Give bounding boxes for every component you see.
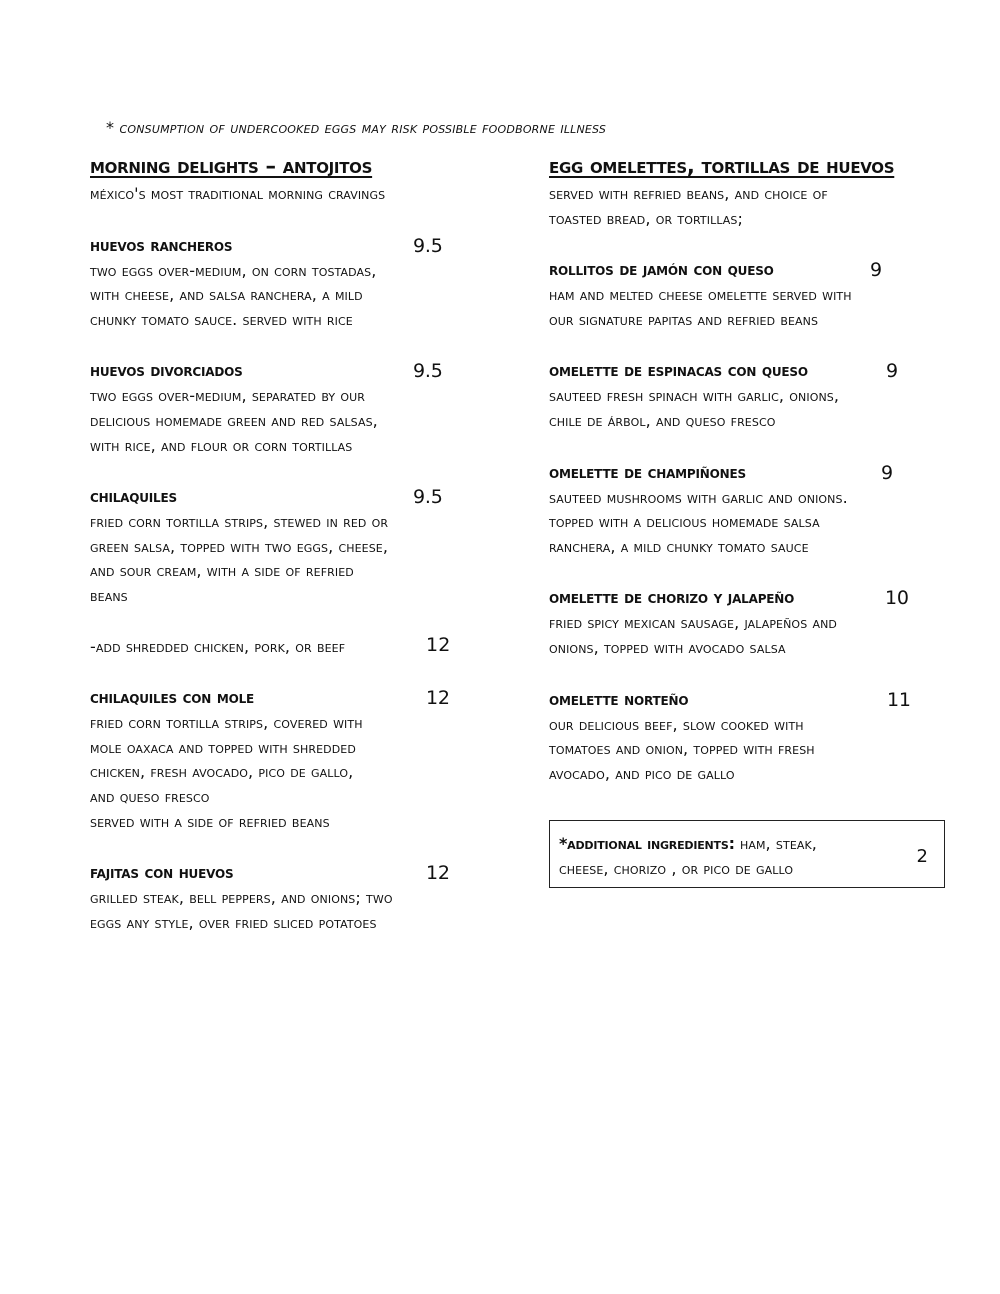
item-price: 10	[885, 587, 909, 610]
item-description-line: fried spicy mexican sausage, jalapeños and	[549, 613, 837, 633]
item-description-line: grilled steak, bell peppers, and onions; two	[90, 888, 393, 908]
item-title	[549, 585, 954, 611]
additional-ingredients-box	[549, 820, 945, 888]
item-description-line: tomatoes and onion, topped with fresh	[549, 739, 815, 759]
item-title	[90, 233, 490, 259]
additional-ingredients-price: 2	[916, 846, 928, 867]
item-name: huevos rancheros	[90, 235, 233, 256]
item-description-line: green salsa, topped with two eggs, cheese,	[90, 536, 389, 556]
item-description-line: avocado, and pico de gallo	[549, 763, 735, 783]
item-description-line: ranchera, a mild chunky tomato sauce	[549, 536, 809, 556]
menu-column-omelettes	[549, 150, 954, 786]
item-title	[90, 685, 490, 711]
item-description-line: eggs any style, over fried sliced potatoes	[90, 912, 377, 932]
item-addon-option	[90, 635, 490, 660]
menu-item	[90, 233, 490, 333]
item-price: 9	[881, 461, 893, 484]
section-intro-line: toasted bread, or tortillas;	[549, 208, 744, 228]
item-name: omelette norteño	[549, 689, 689, 710]
menu-item	[549, 460, 954, 560]
item-description-line: fried corn tortilla strips, stewed in red or	[90, 512, 389, 532]
section-intro: méxico's most traditional morning cravings	[90, 184, 386, 203]
addon-option-price: 12	[426, 633, 451, 656]
item-title	[90, 860, 490, 886]
item-title	[549, 460, 954, 486]
item-description-line: and sour cream, with a side of refried	[90, 561, 354, 581]
menu-item	[90, 484, 490, 659]
menu-item	[90, 685, 490, 834]
menu-item	[90, 358, 490, 458]
item-price: 11	[887, 688, 911, 711]
item-price: 9.5	[413, 234, 443, 257]
item-price: 9	[870, 259, 882, 282]
item-description-line: our delicious beef, slow cooked with	[549, 714, 804, 734]
additional-ingredients-text: ham, steak,	[739, 834, 817, 853]
item-name: fajitas con huevos	[90, 863, 234, 884]
item-description-line: chunky tomato sauce. served with rice	[90, 309, 353, 329]
item-description-line: fried corn tortilla strips, covered with	[90, 713, 363, 733]
item-name: omelette de champiñones	[549, 462, 746, 483]
item-description-line: sauteed mushrooms with garlic and onions.	[549, 487, 848, 507]
item-description-line: chile de árbol, and queso fresco	[549, 410, 776, 430]
item-title	[90, 484, 490, 510]
additional-ingredients-line	[559, 831, 935, 856]
item-description-line: delicious homemade green and red salsas,	[90, 410, 378, 430]
item-description-line: two eggs over-medium, separated by our	[90, 386, 366, 406]
item-title	[549, 687, 954, 713]
item-description-line: beans	[90, 585, 128, 605]
section-heading: egg omelettes, tortillas de huevos	[549, 154, 895, 178]
item-name: omelette de chorizo y jalapeño	[549, 588, 795, 609]
item-description-line: with rice, and flour or corn tortillas	[90, 435, 353, 455]
item-description-line: chicken, fresh avocado, pico de gallo,	[90, 762, 354, 782]
item-name: chilaquiles	[90, 487, 177, 508]
item-price: 12	[426, 687, 450, 710]
item-price: 9	[886, 360, 898, 383]
additional-ingredients-line: cheese, chorizo , or pico de gallo	[559, 859, 794, 878]
menu-item	[90, 860, 490, 935]
item-title	[549, 358, 954, 384]
additional-ingredients-label: *additional ingredients:	[559, 834, 735, 853]
item-price: 12	[426, 862, 450, 885]
section-heading: morning delights – antojitos	[90, 154, 373, 178]
menu-item	[549, 687, 954, 787]
item-description-line: served with a side of refried beans	[90, 811, 330, 831]
item-description-line: onions, topped with avocado salsa	[549, 637, 786, 657]
item-description-line: our signature papitas and refried beans	[549, 309, 819, 329]
food-safety-notice: * consumption of undercooked eggs may risk possible foodborne illness	[106, 118, 607, 137]
item-description-line: with cheese, and salsa ranchera, a mild	[90, 285, 363, 305]
item-description-line: two eggs over-medium, on corn tostadas,	[90, 260, 377, 280]
item-description-line: mole oaxaca and topped with shredded	[90, 737, 356, 757]
menu-item	[549, 358, 954, 433]
section-intro-line: served with refried beans, and choice of	[549, 184, 828, 203]
item-description-line: topped with a delicious homemade salsa	[549, 512, 820, 532]
menu-column-antojitos	[90, 150, 490, 935]
item-description-line: and queso fresco	[90, 786, 210, 806]
item-price: 9.5	[413, 486, 443, 509]
item-price: 9.5	[413, 360, 443, 383]
item-name: omelette de espinacas con queso	[549, 361, 808, 382]
item-name: huevos divorciados	[90, 361, 243, 382]
menu-item	[549, 585, 954, 660]
addon-option-text: -add shredded chicken, pork, or beef	[90, 636, 346, 656]
item-description-line: ham and melted cheese omelette served with	[549, 285, 852, 305]
item-title	[549, 257, 954, 283]
item-name: rollitos de jamón con queso	[549, 260, 774, 281]
menu-item	[549, 257, 954, 332]
item-description-line: sauteed fresh spinach with garlic, onions,	[549, 386, 840, 406]
item-name: chilaquiles con mole	[90, 688, 255, 709]
item-title	[90, 358, 490, 384]
